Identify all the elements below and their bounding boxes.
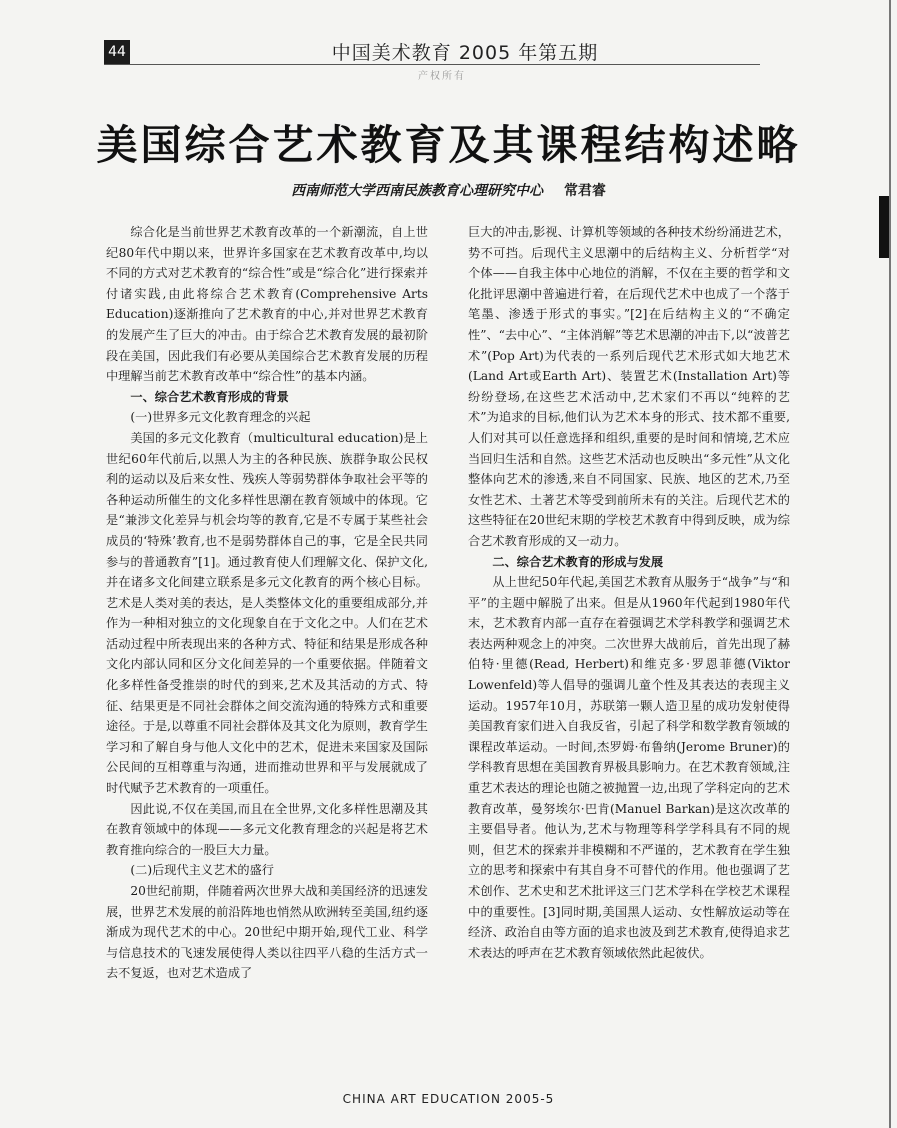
copyright-stamp: 产权所有 <box>418 71 466 82</box>
author-name: 常君睿 <box>563 183 606 199</box>
paragraph: 从上世纪50年代起,美国艺术教育从服务于“战争”与“和平”的主题中解脱了出来。但是从1960年代起到1980年代末，艺术教育内部一直存在着强调艺术学科教学和强调艺术表达两种观念上的冲突。二次世界大战前后，首先出现了赫伯特·里德(Read, Herbert)和维克多·罗恩菲德(Viktor Lowenfeld)等人倡导的强调儿童个性及其表达的表现主义运动。1957年10月，苏联第一颗人造卫星的成功发射使得美国教育家们进入自我反省，引起了科学和数学教育领域的课程改革运动。一时间,杰罗姆·布鲁纳(Jerome Bruner)的学科教育思想在美国教育界极具影响力。在艺术教育领域,注重艺术表达的理论也随之被抛置一边,出现了学科定向的艺术教育改革，曼努埃尔·巴肯(Manuel Barkan)是这次改革的主要倡导者。他认为,艺术与物理等科学学科具有不同的规则，但艺术的探索并非模糊和不严谨的，艺术教育在学生独立的思考和探索中有其自身不可替代的作用。他也强调了艺术创作、艺术史和艺术批评这三门艺术学科在学校艺术课程中的重要性。[3]同时期,美国黑人运动、女性解放运动等在经济、政治自由等方面的追求也波及到艺术教育,使得追求艺术表达的呼声在艺术教育领域依然此起彼伏。 <box>468 575 790 960</box>
paragraph: 20世纪前期，伴随着两次世界大战和美国经济的迅速发展，世界艺术发展的前沿阵地也悄然从欧洲转至美国,纽约逐渐成为现代艺术的中心。20世纪中期开始,现代工业、科学与信息技术的飞速发展使得人类以往四平八稳的生活方式一去不复返，也对艺术造成了 <box>106 884 428 981</box>
journal-footer: CHINA ART EDUCATION 2005-5 <box>342 1092 555 1106</box>
section-heading: 二、综合艺术教育的形成与发展 <box>492 554 664 569</box>
paragraph: 美国的多元文化教育（multicultural education)是上世纪60年代前后,以黑人为主的各种民族、族群争取公民权利的运动以及后来女性、残疾人等弱势群体争取社会平等的各种运动所催生的文化多样性思潮在教育领域中的体现。它是“兼涉文化差异与机会均等的教育,它是不专属于某些社会成员的‘特殊’教育,也不是弱势群体自己的事，它是全民共同参与的普通教育”[1]。通过教育使人们理解文化、保护文化,并在诸多文化间建立联系是多元文化教育的两个核心目标。艺术是人类对美的表达，是人类整体文化的重要组成部分,并作为一种相对独立的文化现象自在于文化之中。人们在艺术活动过程中所表现出来的各种方式、特征和结果是形成各种文化内部认同和区分文化间差异的一个重要依据。伴随着文化多样性备受推崇的时代的到来,艺术及其活动的方式、特征、结果更是不同社会群体之间交流沟通的特殊方式和重要途径。于是,以尊重不同社会群体及其文化为原则，教育学生学习和了解自身与他人文化中的艺术，促进未来国家及国际公民间的互相尊重与沟通，进而推动世界和平与发展就成了时代赋予艺术教育的一项重任。 <box>106 430 428 796</box>
author-affiliation: 西南师范大学西南民族教育心理研究中心 <box>291 183 544 199</box>
subsection-heading: (一)世界多元文化教育理念的兴起 <box>130 410 311 425</box>
right-column <box>468 222 790 963</box>
paragraph: 综合化是当前世界艺术教育改革的一个新潮流，自上世纪80年代中期以来，世界许多国家在艺术教育改革中,均以不同的方式对艺术教育的“综合性”或是“综合化”进行探索并付诸实践,由此将综合艺术教育(Comprehensive Arts Education)逐渐推向了艺术教育的中心,并对世界艺术教育的发展产生了巨大的冲击。由于综合艺术教育发展的最初阶段在美国，因此我们有必要从美国综合艺术教育发展的历程中理解当前艺术教育改革中“综合性”的基本内涵。 <box>106 225 428 384</box>
paragraph: 因此说,不仅在美国,而且在全世界,文化多样性思潮及其在教育领域中的体现——多元文化教育理念的兴起是将艺术教育推向综合的一股巨大力量。 <box>106 801 428 857</box>
journal-header: 中国美术教育 2005 年第五期 <box>331 42 599 64</box>
header-rule <box>104 64 760 65</box>
left-column <box>106 222 428 984</box>
edge-line <box>889 0 891 1128</box>
section-heading: 一、综合艺术教育形成的背景 <box>130 389 289 404</box>
page-edge <box>877 0 897 1128</box>
paragraph: 巨大的冲击,影视、计算机等领域的各种技术纷纷涌进艺术，势不可挡。后现代主义思潮中的后结构主义、分析哲学“对个体——自我主体中心地位的消解，不仅在主要的哲学和文化批评思潮中普遍进行着，在后现代艺术中也成了一个落于笔墨、渗透于形式的事实。”[2]在后结构主义的“不确定性”、“去中心”、“主体消解”等艺术思潮的冲击下,以“波普艺术”(Pop Art)为代表的一系列后现代艺术形式如大地艺术(Land Art或Earth Art)、装置艺术(Installation Art)等纷纷登场,在这些艺术活动中,艺术家们不再以“纯粹的艺术”为追求的目标,他们认为艺术本身的形式、技术都不重要,人们对其可以任意选择和组织,重要的是时间和情境,艺术应当回归生活和自然。这些艺术活动也反映出“多元性”从文化整体向艺术的渗透,来自不同国家、民族、地区的艺术,乃至女性艺术、土著艺术等受到前所未有的关注。后现代艺术的这些特征在20世纪末期的学校艺术教育中得到反映，成为综合艺术教育形成的又一动力。 <box>468 225 790 548</box>
article-title: 美国综合艺术教育及其课程结构述略 <box>96 121 801 169</box>
page-number: 44 <box>104 40 130 64</box>
byline <box>0 180 897 200</box>
subsection-heading: (二)后现代主义艺术的盛行 <box>130 863 274 878</box>
edge-tab-marker <box>879 196 889 258</box>
